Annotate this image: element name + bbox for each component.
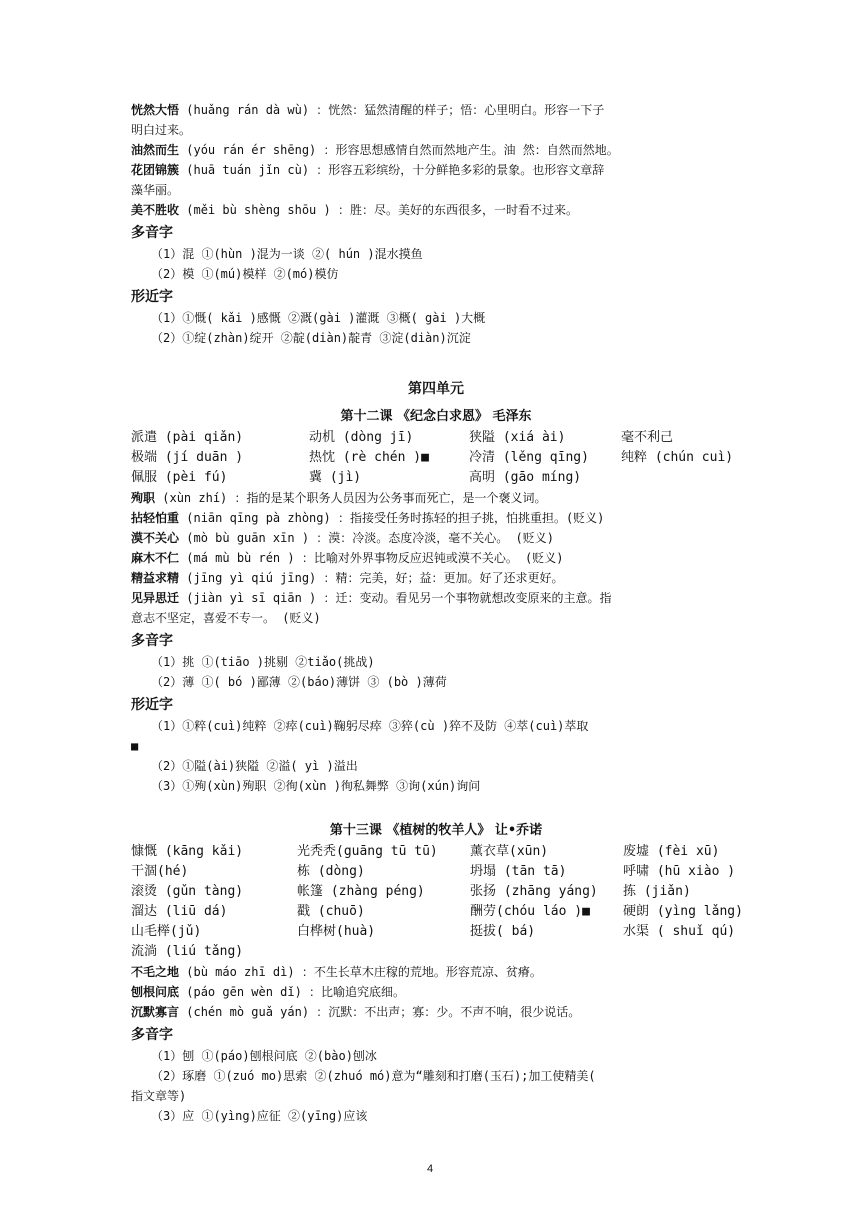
idiom-definition: (mò bù guān xīn ) ：漠：冷淡。态度冷淡，毫不关心。 (贬义) [179, 531, 554, 545]
idiom-entry [131, 488, 741, 508]
idiom-list-lesson13 [131, 962, 741, 1022]
idiom-entry [131, 982, 741, 1002]
vocab-word: 硬朗 (yìng lǎng) [623, 904, 743, 919]
idiom-definition: (chén mò guǎ yán) ：沉默：不出声；寡：少。不声不响，很少说话。 [179, 1005, 581, 1019]
idiom-term: 油然而生 [131, 143, 180, 157]
idiom-term: 殉职 [131, 491, 156, 505]
idiom-term: 美不胜收 [131, 203, 180, 217]
idiom-term: 拈轻怕重 [131, 511, 180, 525]
idiom-entry-continued: 意志不坚定，喜爱不专一。 (贬义) [131, 611, 321, 625]
vocab-word: 冷清 (lěng qīng) [469, 450, 589, 465]
page-number: 4 [426, 1163, 434, 1175]
similar-char-item: （2）①隘(ài)狭隘 ②溢( yì )溢出 [151, 759, 358, 773]
vocab-word: 流淌 (liú tǎng) [131, 944, 244, 959]
section-heading-polyphone: 多音字 [131, 225, 173, 241]
idiom-entry [131, 962, 741, 982]
idiom-entry [131, 200, 741, 220]
polyphone-item: （1）刨 ①(páo)刨根问底 ②(bào)刨冰 [151, 1049, 377, 1063]
vocab-word: 动机 (dòng jī) [309, 430, 414, 445]
vocab-word: 拣 (jiǎn) [623, 884, 691, 899]
vocab-word: 佩服 (pèi fú) [131, 470, 228, 485]
vocab-word: 热忱 (rè chén )■ [309, 450, 429, 465]
idiom-term: 刨根问底 [131, 985, 180, 999]
idiom-definition: (jīng yì qiú jīng) ：精：完美，好；益：更加。好了还求更好。 [179, 571, 564, 585]
idiom-definition: (má mù bù rén ) ：比喻对外界事物反应迟钝或漠不关心。 (贬义) [179, 551, 564, 565]
similar-char-item: （3）①殉(xùn)殉职 ②徇(xùn )徇私舞弊 ③询(xún)询问 [151, 779, 481, 793]
idiom-entry [131, 568, 741, 588]
vocab-word: 帐篷 (zhàng péng) [297, 884, 425, 899]
idiom-entry [131, 528, 741, 548]
idiom-list-lesson12 [131, 488, 741, 628]
section-heading-similar-chars: 形近字 [131, 697, 173, 713]
vocab-word: 山毛榉(jǔ) [131, 924, 202, 939]
idiom-term: 麻木不仁 [131, 551, 180, 565]
vocab-word: 滚烫 (gǔn tàng) [131, 884, 244, 899]
vocab-word: 呼啸 (hū xiào ) [623, 864, 736, 879]
idiom-term: 不毛之地 [131, 965, 180, 979]
idiom-entry [131, 100, 741, 120]
vocab-word: 戳 (chuō) [297, 904, 365, 919]
idiom-definition: (páo gēn wèn dǐ) ：比喻追究底细。 [179, 985, 406, 999]
similar-char-item: （2）①绽(zhàn)绽开 ②靛(diàn)靛青 ③淀(diàn)沉淀 [151, 331, 471, 345]
vocab-word: 废墟 (fèi xū) [623, 844, 720, 859]
idiom-entry-continued: 藻华丽。 [131, 183, 180, 197]
idiom-definition: (bù máo zhī dì) ：不生长草木庄稼的荒地。形容荒凉、贫瘠。 [179, 965, 542, 979]
vocab-word: 薰衣草(xūn) [470, 844, 549, 859]
polyphone-item: （3）应 ①(yìng)应征 ②(yīng)应该 [151, 1109, 368, 1123]
similar-char-item: （1）①慨( kǎi )感慨 ②溉(gài )灌溉 ③概( gài )大概 [151, 311, 486, 325]
idiom-definition: (jiàn yì sī qiān ) ：迁：变动。看见另一个事物就想改变原来的主意。指 [179, 591, 612, 605]
vocab-word: 坍塌 (tān tā) [470, 864, 567, 879]
idiom-entry [131, 548, 741, 568]
idiom-definition: (huǎng rán dà wù) ：恍然：猛然清醒的样子；悟：心里明白。形容一下子 [179, 103, 605, 117]
idiom-definition: (huā tuán jǐn cù) ：形容五彩缤纷，十分鲜艳多彩的景象。也形容文章辞 [179, 163, 605, 177]
vocab-word: 纯粹 (chún cuì) [621, 450, 734, 465]
vocab-word: 极端 (jí duān ) [131, 450, 244, 465]
section-heading-polyphone: 多音字 [131, 633, 173, 649]
idiom-entry [131, 140, 741, 160]
idiom-term: 恍然大悟 [131, 103, 180, 117]
polyphone-item: （2）琢磨 ①(zuó mo)思索 ②(zhuó mó)意为“雕刻和打磨(玉石);加工使精美( [151, 1069, 596, 1083]
idiom-definition: (yóu rán ér shēng) ：形容思想感情自然而然地产生。油 然：自然而然地。 [179, 143, 619, 157]
polyphone-item-continued: 指文章等) [131, 1089, 187, 1103]
polyphone-item: （1）混 ①(hùn )混为一谈 ②( hún )混水摸鱼 [151, 247, 423, 261]
section-heading-similar-chars: 形近字 [131, 289, 173, 305]
vocab-word: 高明 (gāo míng) [469, 470, 582, 485]
polyphone-item: （2）模 ①(mú)模样 ②(mó)模仿 [151, 267, 339, 281]
idiom-entry [131, 508, 741, 528]
idiom-term: 精益求精 [131, 571, 180, 585]
idiom-definition: (xùn zhí) ：指的是某个职务人员因为公务事而死亡，是一个褒义词。 [155, 491, 547, 505]
vocab-word: 酬劳(chóu láo )■ [470, 904, 590, 919]
vocab-word: 水渠 ( shuǐ qú) [623, 924, 736, 939]
idiom-list-top [131, 100, 741, 220]
vocab-word: 干涸(hé) [131, 864, 189, 879]
idiom-definition: (měi bù shèng shōu ) ：胜：尽。美好的东西很多，一时看不过来。 [179, 203, 578, 217]
vocab-word: 慷慨 (kāng kǎi) [131, 844, 244, 859]
idiom-term: 沉默寡言 [131, 1005, 180, 1019]
idiom-entry-continued: 明白过来。 [131, 123, 192, 137]
section-heading-polyphone: 多音字 [131, 1027, 173, 1043]
idiom-entry [131, 160, 741, 180]
vocab-word: 光秃秃(guāng tū tū) [297, 844, 438, 859]
vocab-word: 白桦树(huà) [297, 924, 376, 939]
vocab-grid [131, 842, 741, 962]
vocab-word: 溜达 (liū dá) [131, 904, 228, 919]
vocab-grid [131, 428, 741, 488]
lesson-title: 第十二课 《纪念白求恩》 毛泽东 [340, 409, 532, 424]
vocab-word: 毫不利己 [621, 430, 674, 445]
vocab-word: 冀 (jì) [309, 470, 362, 485]
lesson-title: 第十三课 《植树的牧羊人》 让•乔诺 [329, 823, 543, 838]
vocab-word: 挺拔( bá) [470, 924, 536, 939]
polyphone-item: （2）薄 ①( bó )鄙薄 ②(báo)薄饼 ③ (bò )薄荷 [151, 675, 447, 689]
vocab-word: 张扬 (zhāng yáng) [470, 884, 598, 899]
idiom-entry [131, 588, 741, 608]
document-page [131, 100, 741, 1126]
vocab-word: 狭隘 (xiá ài) [469, 430, 566, 445]
idiom-definition: (niān qīng pà zhòng) ：指接受任务时拣轻的担子挑，怕挑重担。(贬义) [179, 511, 605, 525]
vocab-word: 派遣 (pài qiǎn) [131, 430, 244, 445]
idiom-term: 见异思迁 [131, 591, 180, 605]
idiom-term: 漠不关心 [131, 531, 180, 545]
similar-char-item-continued: ■ [131, 739, 139, 753]
idiom-term: 花团锦簇 [131, 163, 180, 177]
vocab-word: 栋 (dòng) [297, 864, 365, 879]
similar-char-item: （1）①粹(cuì)纯粹 ②瘁(cuì)鞠躬尽瘁 ③猝(cù )猝不及防 ④萃(cuì)萃取 [151, 719, 589, 733]
polyphone-item: （1）挑 ①(tiāo )挑剔 ②tiǎo(挑战) [151, 655, 375, 669]
idiom-entry [131, 1002, 741, 1022]
unit-title: 第四单元 [408, 381, 464, 397]
